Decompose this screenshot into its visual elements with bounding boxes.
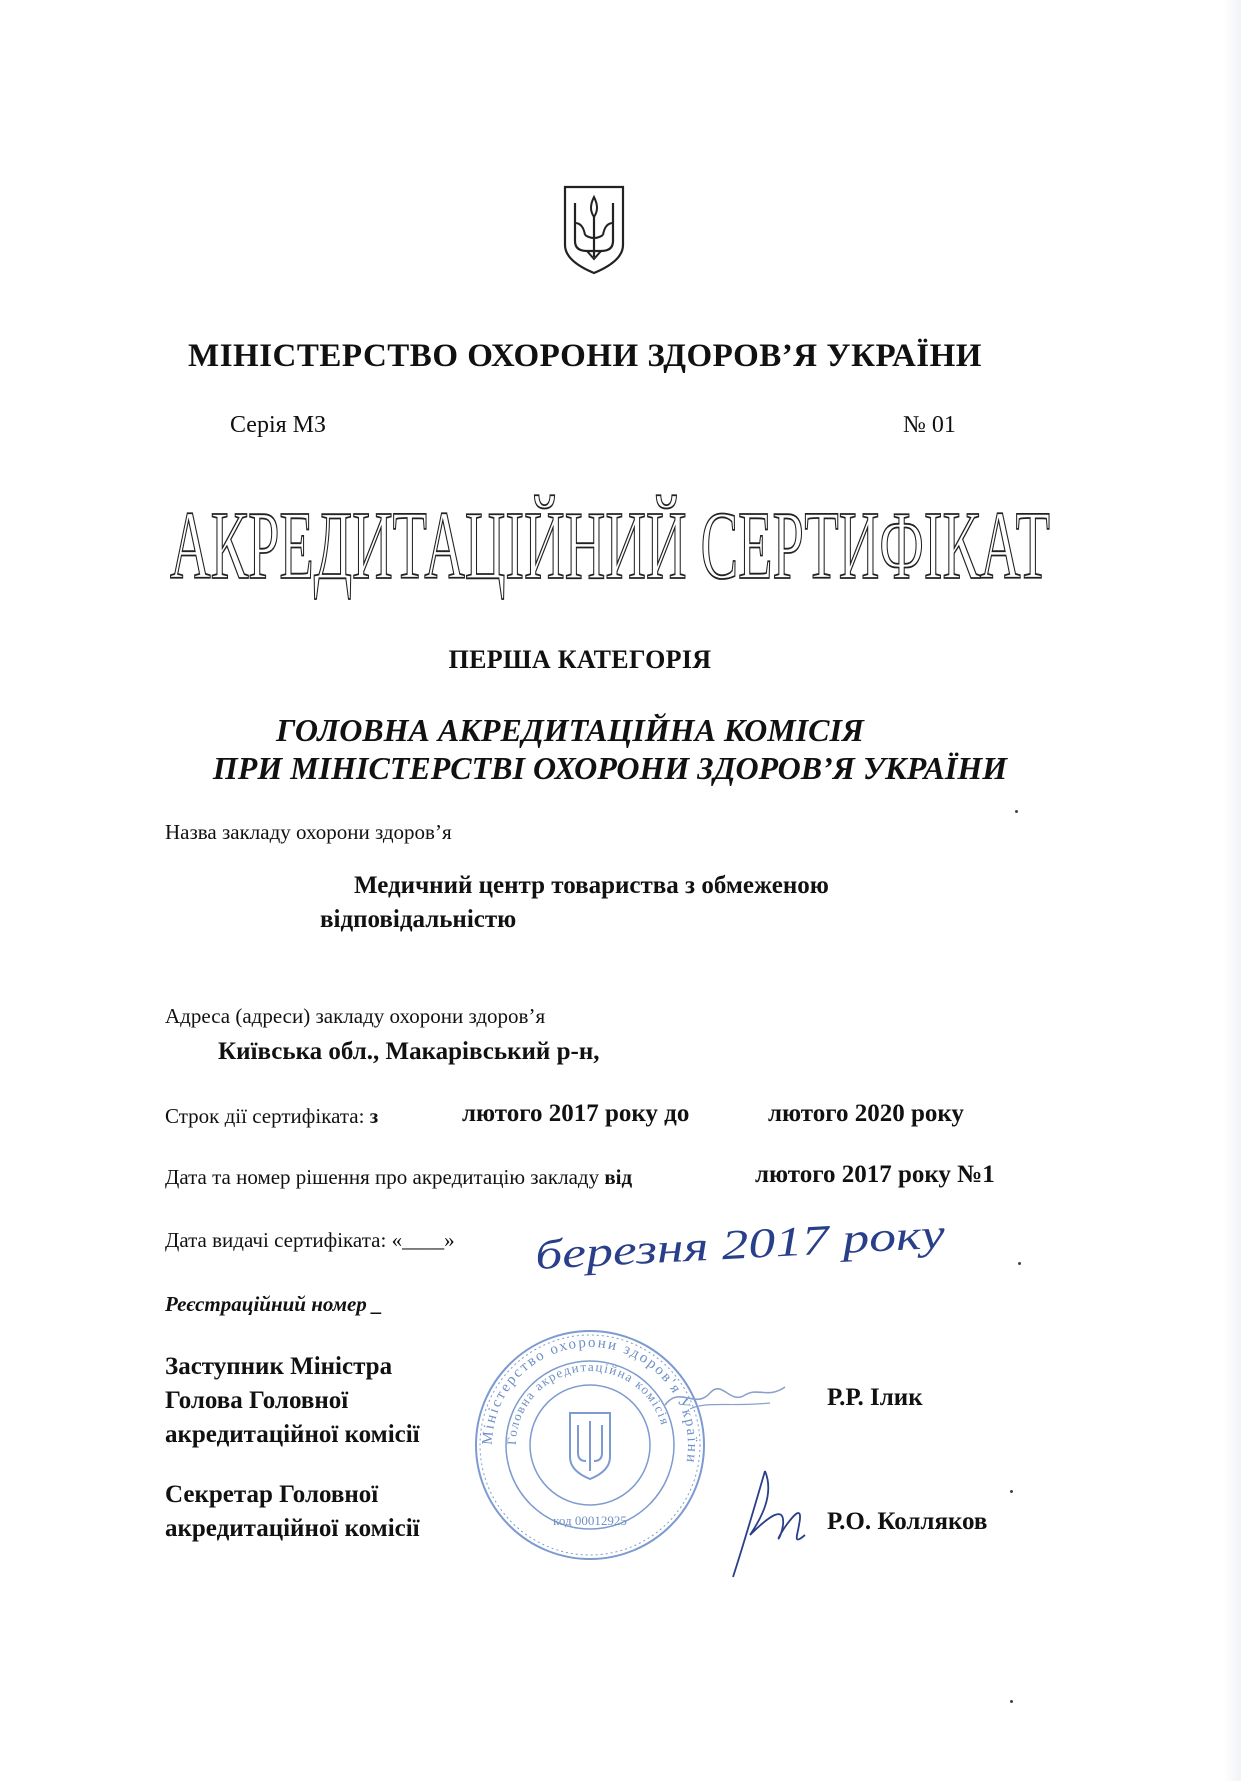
first-signatory-title-line-3: акредитаційної комісії bbox=[165, 1421, 420, 1448]
second-signatory-title-line-1: Секретар Головної bbox=[165, 1481, 379, 1508]
address-value: Київська обл., Макарівський р-н, bbox=[218, 1038, 600, 1065]
decision-prefix: від bbox=[604, 1165, 633, 1189]
second-signature-icon bbox=[725, 1465, 810, 1585]
second-signatory-name: Р.О. Колляков bbox=[827, 1508, 988, 1535]
first-signatory-title-line-1: Заступник Міністра bbox=[165, 1353, 393, 1380]
first-signatory-name: Р.Р. Ілик bbox=[827, 1384, 923, 1411]
first-signature-icon bbox=[660, 1365, 790, 1425]
validity-from-prefix: з bbox=[369, 1104, 379, 1128]
issue-date-label bbox=[165, 1228, 455, 1253]
scan-speck bbox=[1018, 1262, 1021, 1265]
facility-name-label: Назва закладу охорони здоров’я bbox=[165, 820, 452, 844]
registration-number-label: Реєстраційний номер _ bbox=[165, 1292, 383, 1316]
second-signatory-title-line-2: акредитаційної комісії bbox=[165, 1515, 420, 1542]
validity-label-text: Строк дії сертифіката: bbox=[165, 1104, 365, 1128]
address-label: Адреса (адреси) закладу охорони здоров’я bbox=[165, 1004, 546, 1028]
validity-to-value: лютого 2020 року bbox=[768, 1100, 964, 1127]
stamp-code: код 00012925 bbox=[553, 1513, 627, 1528]
category-heading: ПЕРША КАТЕГОРІЯ bbox=[448, 645, 712, 674]
handwritten-issue-date bbox=[525, 1200, 965, 1290]
trident-emblem-icon bbox=[561, 183, 627, 275]
stamp-trident-icon bbox=[570, 1413, 610, 1479]
certificate-title-text: АКРЕДИТАЦІЙНИЙ СЕРТИФІКАТ bbox=[170, 492, 1050, 600]
official-stamp-icon bbox=[470, 1325, 710, 1565]
ministry-heading: МІНІСТЕРСТВО ОХОРОНИ ЗДОРОВ’Я УКРАЇНИ bbox=[188, 338, 982, 374]
stamp-inner-text: Головна акредитаційна комісія bbox=[503, 1358, 674, 1446]
certificate-number: № 01 bbox=[903, 412, 956, 438]
commission-line-2: ПРИ МІНІСТЕРСТВІ ОХОРОНИ ЗДОРОВ’Я УКРАЇНИ bbox=[212, 750, 1008, 786]
second-signatory-title bbox=[165, 1478, 420, 1546]
facility-name-line-1: Медичний центр товариства з обмеженою bbox=[354, 872, 829, 899]
validity-from-value: лютого 2017 року до bbox=[462, 1100, 690, 1127]
scan-speck bbox=[1010, 1490, 1013, 1493]
handwritten-issue-date-text: березня 2017 року bbox=[534, 1216, 857, 1279]
issue-date-blank: «____» bbox=[391, 1228, 455, 1252]
page-edge bbox=[1223, 0, 1241, 1781]
series-label: Серія МЗ bbox=[230, 412, 327, 438]
decision-label-text: Дата та номер рішення про акредитацію закладу bbox=[165, 1165, 600, 1189]
first-signatory-title-line-2: Голова Головної bbox=[165, 1387, 349, 1414]
certificate-title bbox=[160, 470, 1060, 620]
scan-speck bbox=[1010, 1700, 1013, 1703]
issue-date-label-text: Дата видачі сертифіката: bbox=[165, 1228, 387, 1252]
decision-value: лютого 2017 року №1 bbox=[755, 1161, 995, 1188]
first-signatory-title bbox=[165, 1350, 420, 1452]
stamp-outer-text: Міністерство охорони здоров'я України bbox=[479, 1334, 701, 1466]
validity-label bbox=[165, 1104, 378, 1129]
decision-label bbox=[165, 1165, 632, 1190]
facility-name-line-2: відповідальністю bbox=[320, 906, 517, 933]
scan-speck bbox=[1015, 810, 1018, 813]
commission-line-1: ГОЛОВНА АКРЕДИТАЦІЙНА КОМІСІЯ bbox=[276, 712, 864, 748]
